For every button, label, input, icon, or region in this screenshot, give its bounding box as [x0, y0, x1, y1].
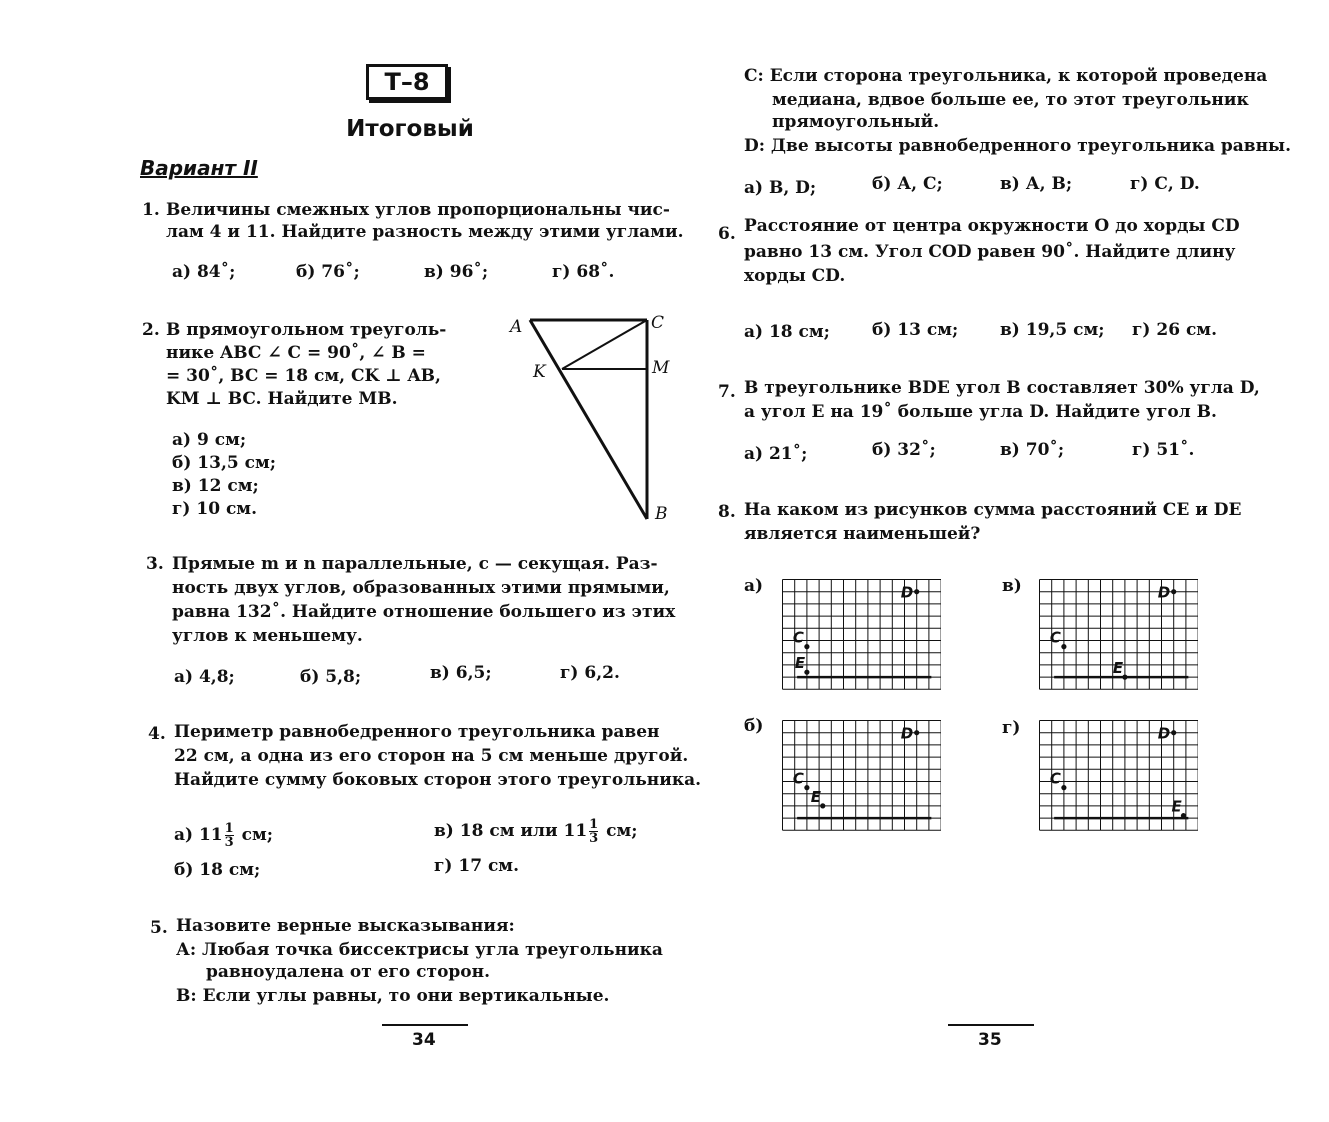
point-c: [804, 644, 809, 649]
page-title: Итоговый: [346, 116, 474, 142]
q6-answer-g: г) 26 см.: [1132, 320, 1217, 340]
q3-answer-g: г) 6,2.: [560, 663, 620, 683]
q2-text-line2: нике ABC ∠ C = 90˚, ∠ B =: [166, 343, 426, 363]
q4-answer-v-unit: см;: [606, 821, 638, 841]
q4-text-line3: Найдите сумму боковых сторон этого треугольника.: [174, 770, 702, 790]
q7-number: 7.: [718, 382, 736, 402]
q3-text-line1: Прямые m и n параллельные, c — секущая. Раз-: [172, 554, 658, 574]
grid-figure-g: [1038, 719, 1198, 835]
point-label-e: E: [810, 787, 822, 806]
label-m: M: [652, 358, 670, 378]
q5-statement-a1: А: Любая точка биссектрисы угла треугольника: [176, 940, 663, 960]
q2-answer-b: б) 13,5 см;: [172, 453, 277, 473]
point-d: [1171, 730, 1176, 735]
q1-answer-v: в) 96˚;: [424, 262, 489, 282]
q5-statement-d: D: Две высоты равнобедренного треугольника равны.: [744, 136, 1291, 156]
q6-text-line1: Расстояние от центра окружности O до хорды CD: [744, 216, 1240, 236]
q7-answer-b: б) 32˚;: [872, 440, 936, 460]
q3-text-line3: равна 132˚. Найдите отношение большего из этих: [172, 602, 676, 622]
frac-den: 3: [589, 831, 599, 846]
q7-answer-a: а) 21˚;: [744, 444, 808, 464]
point-label-d: D: [900, 724, 914, 743]
q5-number: 5.: [150, 918, 168, 938]
q5-statement-b: В: Если углы равны, то они вертикальные.: [176, 986, 610, 1006]
q7-answer-v: в) 70˚;: [1000, 440, 1065, 460]
grid-figure-a: [781, 578, 941, 694]
q5-statement-c3: прямоугольный.: [772, 112, 940, 132]
q4-answer-g: г) 17 см.: [434, 856, 519, 876]
triangle-figure: [500, 305, 690, 530]
frac-num: 1: [589, 817, 599, 832]
q2-text-line1: В прямоугольном треуголь-: [166, 320, 447, 340]
point-label-e: E: [794, 654, 806, 673]
q7-text-line1: В треугольнике BDE угол B составляет 30% угла D,: [744, 378, 1260, 398]
q3-answer-v: в) 6,5;: [430, 663, 492, 683]
point-label-e: E: [1112, 659, 1124, 678]
q7-text-line2: а угол E на 19˚ больше угла D. Найдите угол B.: [744, 402, 1217, 422]
point-d: [1171, 589, 1176, 594]
point-c: [804, 785, 809, 790]
grid-label-v: в): [1002, 576, 1022, 596]
q5-answer-g: г) С, D.: [1130, 174, 1200, 194]
q5-intro: Назовите верные высказывания:: [176, 916, 515, 936]
q2-number: 2.: [142, 320, 160, 340]
point-label-c: C: [792, 769, 804, 788]
page-number-right: 35: [978, 1030, 1002, 1050]
point-label-c: C: [792, 628, 804, 647]
frac-den: 3: [224, 835, 234, 850]
q1-text-line2: лам 4 и 11. Найдите разность между этими углами.: [166, 222, 684, 242]
q1-answer-b: б) 76˚;: [296, 262, 360, 282]
point-label-d: D: [1157, 583, 1171, 602]
q3-answer-a: а) 4,8;: [174, 667, 235, 687]
frac-num: 1: [224, 821, 234, 836]
page-rule-right: [948, 1024, 1034, 1026]
label-k: K: [533, 362, 546, 382]
q6-answer-a: а) 18 см;: [744, 322, 830, 342]
q2-answer-g: г) 10 см.: [172, 499, 257, 519]
q2-answer-v: в) 12 см;: [172, 476, 259, 496]
q2-text-line4: KM ⊥ BC. Найдите MB.: [166, 389, 398, 409]
q1-answer-g: г) 68˚.: [552, 262, 615, 282]
q5-statement-a2: равноудалена от его сторон.: [206, 962, 490, 982]
q3-text-line2: ность двух углов, образованных этими прямыми,: [172, 578, 670, 598]
q2-text-line3: = 30˚, BC = 18 см, CK ⊥ AB,: [166, 366, 441, 386]
q6-answer-v: в) 19,5 см;: [1000, 320, 1105, 340]
label-c: C: [651, 313, 665, 333]
q4-text-line2: 22 см, а одна из его сторон на 5 см меньше другой.: [174, 746, 689, 766]
q2-answer-a: а) 9 см;: [172, 430, 247, 450]
q1-number: 1.: [142, 200, 160, 220]
point-label-c: C: [1049, 769, 1061, 788]
q6-text-line2: равно 13 см. Угол COD равен 90˚. Найдите длину: [744, 242, 1236, 262]
q4-answer-v-whole: в) 18 см или 11: [434, 821, 588, 841]
q3-text-line4: углов к меньшему.: [172, 626, 363, 646]
point-c: [1061, 785, 1066, 790]
q3-number: 3.: [146, 554, 164, 574]
q4-text-line1: Периметр равнобедренного треугольника равен: [174, 722, 660, 742]
point-label-c: C: [1049, 628, 1061, 647]
point-label-e: E: [1171, 797, 1182, 816]
q1-answer-a: а) 84˚;: [172, 262, 236, 282]
q4-answer-a-unit: см;: [241, 825, 274, 845]
q8-text-line1: На каком из рисунков сумма расстояний CE и DE: [744, 500, 1242, 520]
test-badge: Т–8: [366, 64, 448, 100]
q4-number: 4.: [148, 724, 166, 744]
q6-number: 6.: [718, 224, 736, 244]
point-d: [914, 730, 919, 735]
fraction-one-third: [589, 818, 598, 845]
grid-label-a: а): [744, 576, 764, 596]
grid-label-b: б): [744, 716, 764, 736]
q3-answer-b: б) 5,8;: [300, 667, 362, 687]
q8-text-line2: является наименьшей?: [744, 524, 981, 544]
q5-answer-a: а) В, D;: [744, 178, 817, 198]
q6-text-line3: хорды CD.: [744, 266, 846, 286]
q7-answer-g: г) 51˚.: [1132, 440, 1195, 460]
fraction-one-third: [225, 822, 234, 849]
q6-answer-b: б) 13 см;: [872, 320, 959, 340]
point-label-d: D: [900, 583, 914, 602]
q8-number: 8.: [718, 502, 736, 522]
point-label-d: D: [1157, 724, 1171, 743]
q4-answer-a-whole: а) 11: [174, 825, 223, 845]
page-number-left: 34: [412, 1030, 436, 1050]
label-a: A: [510, 317, 523, 337]
point-d: [914, 589, 919, 594]
grid-figure-b: [781, 719, 941, 835]
q5-answer-v: в) А, В;: [1000, 174, 1073, 194]
q4-answer-b: б) 18 см;: [174, 860, 261, 880]
point-c: [1061, 644, 1066, 649]
label-b: B: [655, 504, 668, 524]
q5-answer-b: б) А, С;: [872, 174, 943, 194]
q1-text-line1: Величины смежных углов пропорциональны чис-: [166, 200, 670, 220]
variant-heading: Вариант II: [140, 156, 258, 180]
grid-label-g: г): [1002, 718, 1021, 738]
q4-answer-v: [434, 818, 638, 845]
q4-answer-a: [174, 822, 273, 849]
q5-statement-c1: С: Если сторона треугольника, к которой проведена: [744, 66, 1268, 86]
grid-figure-v: [1038, 578, 1198, 694]
page-rule-left: [382, 1024, 468, 1026]
q5-statement-c2: медиана, вдвое больше ее, то этот треугольник: [772, 90, 1249, 110]
